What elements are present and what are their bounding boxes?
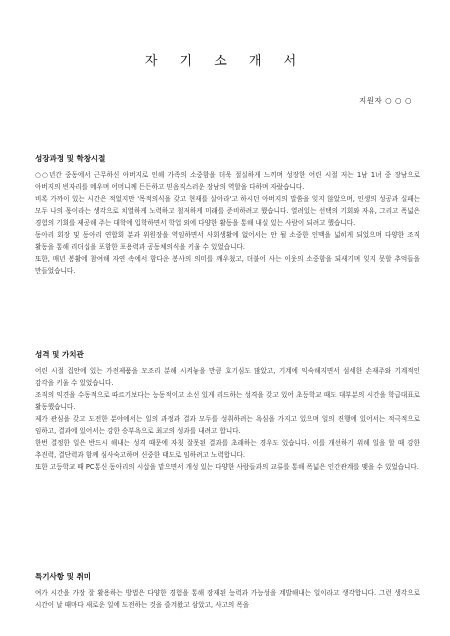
- paragraph: ○○년간 중동에서 근무하신 아버지로 인해 가족의 소중함을 더욱 절실하게 느끼며 성장한 어린 시절 저는 1남 1녀 중 장남으로 아버지의 빈자리를 메우며 어머니께 든든하고 믿음직스러운 장남의 역할을 다하며 자랐습니다.: [35, 171, 420, 191]
- paragraph: 또한, 매년 봉활에 참여해 자연 속에서 함다운 봉사의 의미를 깨우쳤고, 더불어 사는 이웃의 소중함을 되새기며 잊지 못할 추억들을 만들었습니다.: [35, 255, 420, 275]
- paragraph: 여가 시간을 가장 잘 활용하는 방법은 다양한 경험을 통해 잠재된 능력과 가능성을 계발해내는 일이라고 생각합니다. 그런 생각으로 시간이 날 때마다 새로운 일에 도전하는 것을 즐겨왔고 삼았고, 사고의 폭을: [35, 589, 420, 609]
- document-title: 자 기 소 개 서: [144, 54, 306, 69]
- applicant-name: 지원자 ○ ○ ○: [358, 96, 412, 105]
- paragraph: 또한 고등학교 때 PC통신 동아리의 시삽을 맡으면서 개성 있는 다양한 사람들과의 교류를 통해 폭넓은 인간관계를 맺을 수 있었습니다.: [35, 463, 419, 471]
- section-hobbies: [35, 571, 420, 611]
- paragraph: 비록 가까이 있는 시간은 적었지만 '목적의식을 갖고 현재를 살아라'고 하시던 아버지의 말씀을 잊지 않았으며, 인생의 성공과 실패는 모두 나의 몫이라는 생각으로 치열하게 노력하고 철저하게 미래를 준비하려고 했습니다. 열려있는 선택의 기회와 자유, 그리고 폭넓은 경험의 기회를 제공해 주는 대학에 입학하면서 학업 외에 다양한 활동을 통해 내실 있는 사람이 되려고 했습니다.: [35, 195, 420, 227]
- paragraph: 어린 시절 집안에 있는 가전제품을 모조리 분해 시켜놓을 만큼 호기심도 많았고, 기계에 익숙해지면서 섬세한 손재주와 기계적인 감각을 키울 수 있었습니다.: [35, 367, 420, 387]
- section-growth: [35, 153, 420, 277]
- paragraph: 조직의 익견을 수동적으로 따르기보다는 능동적이고 소신 있게 리드하는 성격을 갖고 있어 초등학교 때도 대부분의 시간을 학급대표로 활동했습니다.: [35, 391, 420, 411]
- section-heading: 성격 및 가치관: [35, 350, 84, 359]
- paragraph: 한번 결정한 일은 반드시 해내는 성격 때문에 자칫 잘못된 결과를 초래하는 경우도 있습니다. 이를 개선하기 위해 일을 할 때 강한 추진력, 결단력과 함께 심사숙고하며 신중한 태도로 임하려고 노력합니다.: [35, 439, 420, 459]
- paragraph: 제가 관심을 갖고 도전한 분야에서는 일의 과정과 결과 모두를 성취하려는 욕심을 가지고 있으며 일의 진행에 있어서는 적극적으로 임하고, 결과에 있어서는 강한 승부욕으로 최고의 성과를 내려고 합니다.: [35, 415, 420, 435]
- section-heading: 성장과정 및 학창시절: [35, 154, 106, 163]
- section-heading: 특기사항 및 취미: [35, 572, 91, 581]
- section-personality: [35, 349, 420, 473]
- paragraph: 동아리 회장 및 동아리 연합회 분과 위원장을 역임하면서 사회생활에 없어서는 안 될 소중한 인맥을 넓히게 되었으며 다양한 조직 활동을 통해 리더십을 포함한 포용력과 공동체의식을 키울 수 있었습니다.: [35, 231, 420, 251]
